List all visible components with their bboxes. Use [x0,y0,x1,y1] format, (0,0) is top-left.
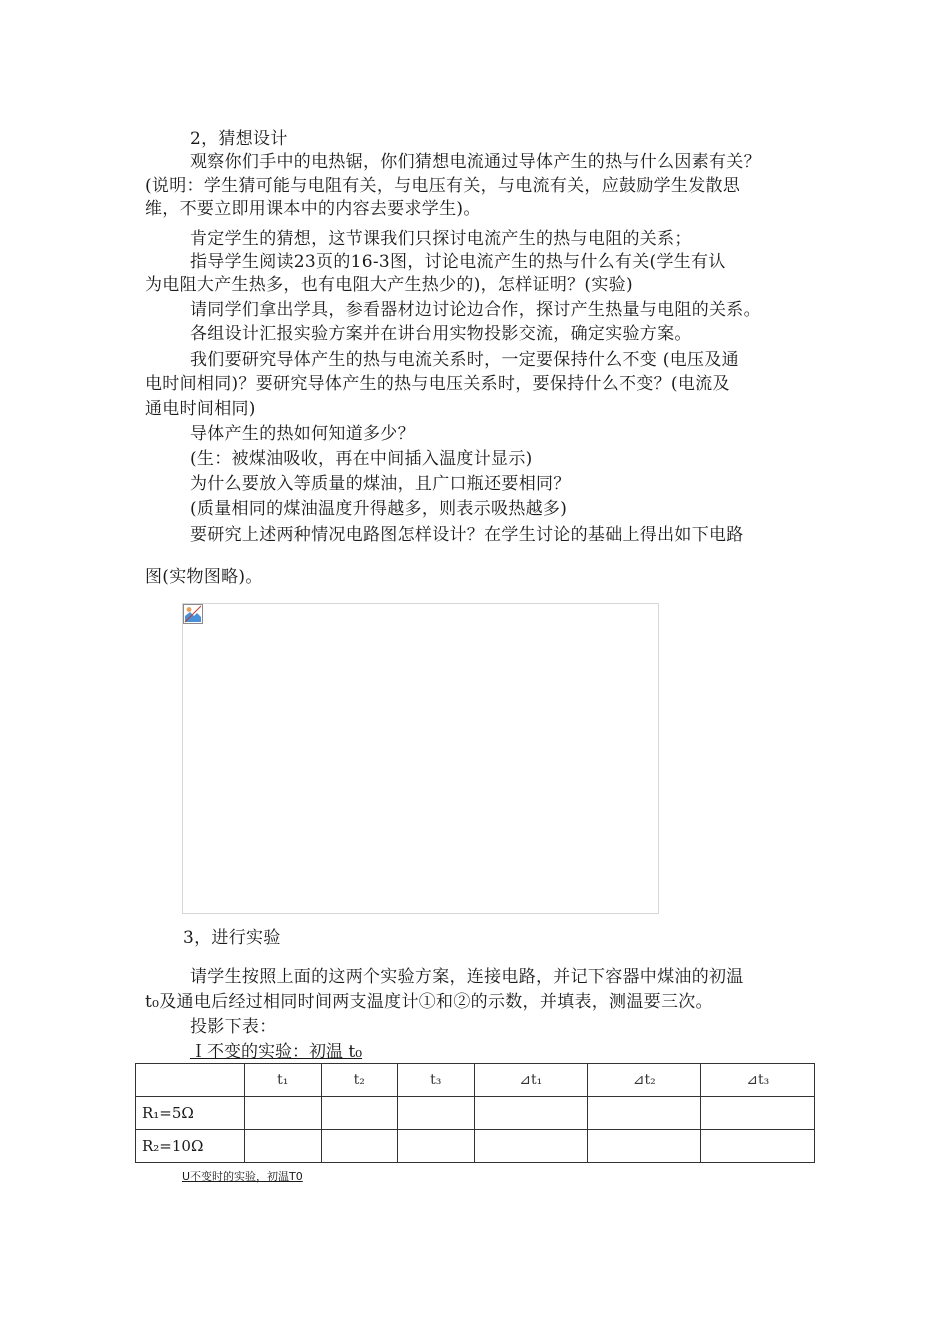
paragraph-line: 通电时间相同) [145,399,256,419]
paragraph-line: 为电阻大产生热多，也有电阻大产生热少的)，怎样证明？(实验) [145,275,633,295]
paragraph-line: 导体产生的热如何知道多少？ [190,424,415,444]
paragraph-line: 肯定学生的猜想，这节课我们只探讨电流产生的热与电阻的关系； [190,229,692,249]
table-cell [398,1097,475,1130]
paragraph-line: (质量相同的煤油温度升得越多，则表示吸热越多) [190,499,568,519]
table-header-cell [136,1064,245,1097]
table-cell [587,1130,700,1163]
table-cell [245,1097,322,1130]
table-header-cell: t₃ [398,1064,475,1097]
table-cell [321,1130,398,1163]
paragraph-line: 我们要研究导体产生的热与电流关系时，一定要保持什么不变 (电压及通 [190,350,739,370]
table-header-row [136,1064,815,1097]
paragraph-line: 投影下表： [190,1017,277,1037]
table-cell [587,1097,700,1130]
table-cell [474,1097,587,1130]
paragraph-line: 电时间相同)？要研究导体产生的热与电压关系时，要保持什么不变？(电流及 [145,374,730,394]
table-cell [398,1130,475,1163]
paragraph-line: t₀及通电后经过相同时间两支温度计①和②的示数，并填表，测温要三次。 [145,992,713,1012]
table-cell [245,1130,322,1163]
paragraph-line: 2，猜想设计 [190,129,288,149]
paragraph-line: 观察你们手中的电热锯，你们猜想电流通过导体产生的热与什么因素有关？ [190,152,761,172]
table-cell [701,1130,815,1163]
paragraph-line: 请同学们拿出学具，参看器材边讨论边合作，探讨产生热量与电阻的关系。 [190,300,761,320]
paragraph-line: 为什么要放入等质量的煤油，且广口瓶还要相同？ [190,474,571,494]
footnote: U不变时的实验，初温T0 [182,1170,303,1183]
paragraph-line: 维，不要立即用课本中的内容去要求学生)。 [145,199,481,219]
broken-image-icon [183,604,203,624]
table-caption: Ｉ不变的实验：初温 t₀ [190,1042,363,1062]
table-row [136,1097,815,1130]
paragraph-line: 要研究上述两种情况电路图怎样设计？在学生讨论的基础上得出如下电路 [190,525,744,545]
table-header-cell: ⊿t₁ [474,1064,587,1097]
image-placeholder [182,603,659,914]
table-row-label: R₂=10Ω [136,1130,245,1163]
section-heading: 3，进行实验 [183,928,281,948]
data-table [135,1063,815,1163]
paragraph-line: (说明：学生猜可能与电阻有关，与电压有关，与电流有关，应鼓励学生发散思 [145,176,741,196]
paragraph-line: 图(实物图略)。 [145,567,263,587]
table-header-cell: ⊿t₃ [701,1064,815,1097]
table-cell [474,1130,587,1163]
paragraph-line: 各组设计汇报实验方案并在讲台用实物投影交流，确定实验方案。 [190,324,692,344]
table-header-cell: ⊿t₂ [587,1064,700,1097]
paragraph-line: (生：被煤油吸收，再在中间插入温度计显示) [190,449,533,469]
paragraph-line: 请学生按照上面的这两个实验方案，连接电路，并记下容器中煤油的初温 [190,967,744,987]
table-cell [321,1097,398,1130]
table-cell [701,1097,815,1130]
paragraph-line: 指导学生阅读23页的16-3图，讨论电流产生的热与什么有关(学生有认 [190,252,726,272]
table-row [136,1130,815,1163]
table-header-cell: t₁ [245,1064,322,1097]
table-row-label: R₁=5Ω [136,1097,245,1130]
table-header-cell: t₂ [321,1064,398,1097]
